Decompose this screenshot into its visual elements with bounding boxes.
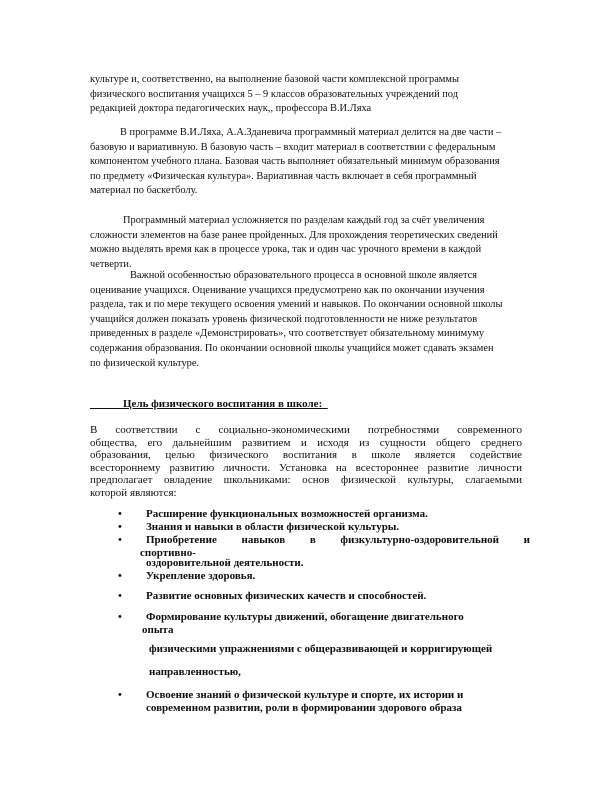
text-line: В соответствии с социально-экономическими потребностями современного: [90, 424, 522, 436]
bullet-icon: •: [118, 534, 122, 546]
text-line: базовую и вариативную. В базовую часть – входит материал в соответствии с федеральным: [90, 141, 496, 153]
text-line: образования, целью физического воспитания в школе является содействие: [90, 449, 522, 462]
bullet-icon: •: [118, 570, 122, 582]
list-item-text: спортивно-: [140, 547, 196, 559]
feature-paragraph: [90, 269, 526, 371]
goal-heading: Цель физического воспитания в школе:: [90, 398, 328, 410]
text-line: можно выделять время как в процессе урока, так и один час урочного времени в каждой: [90, 244, 482, 256]
list-item-text: современном развитии, роли в формировании здорового образа: [146, 702, 462, 714]
list-item-text: опыта: [142, 624, 174, 636]
list-item-continuation: физическими упражнениями с общеразвивающей и корригирующей: [149, 643, 493, 655]
text-line: всестороннему развитию личности. Установка на всестороннее развитие личности: [90, 461, 522, 474]
bullet-icon: •: [118, 689, 122, 701]
list-item-text: Освоение знаний о физической культуре и спорте, их истории и: [146, 689, 464, 701]
text-line: общества, его дальнейшим развитием и исходя из сущности общего среднего: [90, 436, 522, 449]
text-line: оценивание учащихся. Оценивание учащихся предусмотрено как по окончании изучения: [90, 284, 485, 296]
list-item-continuation: оздоровительной деятельности.: [146, 557, 304, 569]
text-line: сложности элементов на базе ранее пройденных. Для прохождения теоретических сведений: [90, 229, 498, 241]
program-paragraph: [90, 126, 526, 199]
text-line: предполагает овладение школьниками: основ физической культуры, слагаемыми: [90, 474, 522, 487]
bullet-icon: •: [118, 590, 122, 602]
list-item-text: Расширение функциональных возможностей организма.: [146, 508, 428, 520]
text-line: учащийся должен показать уровень физической подготовленности не ниже результатов: [90, 313, 478, 325]
list-item-text: Укрепление здоровья.: [146, 570, 256, 582]
text-line: компонентом учебного плана. Базовая часть выполняет обязательный минимум образования: [90, 156, 500, 168]
list-item-continuation: направленностью,: [149, 666, 241, 678]
text-line: материал по баскетболу.: [90, 185, 198, 197]
text-line: приведенных в разделе «Демонстрировать», что соответствует обязательному минимуму: [90, 328, 485, 340]
text-line: по предмету «Физическая культура». Вариативная часть включает в себя программный: [90, 170, 477, 182]
text-line: содержания образования. По окончании основной школы учащийся может сдавать экзамен: [90, 342, 494, 354]
list-item-text: Развитие основных физических качеств и способностей.: [146, 590, 427, 602]
text-line: Важной особенностью образовательного процесса в основной школе является: [130, 270, 478, 281]
text-line: Программный материал усложняется по разделам каждый год за счёт увеличения: [123, 215, 485, 226]
text-line: которой являются:: [90, 486, 177, 499]
intro-paragraph: [90, 73, 526, 117]
text-line: В программе В.И.Ляха, А.А.Зданевича программный материал делится на две части –: [120, 127, 502, 138]
text-line: редакцией доктора педагогических наук,, профессора В.И.Ляха: [90, 103, 372, 115]
bullet-icon: •: [118, 521, 122, 533]
list-item-text: Приобретение навыков в физкультурно-оздоровительной и: [146, 534, 530, 546]
text-line: четверти.: [90, 258, 132, 270]
bullet-icon: •: [118, 508, 122, 520]
goal-paragraph: [90, 424, 522, 500]
text-line: культуре и, соответственно, на выполнение базовой части комплексной программы: [90, 74, 459, 85]
list-item-text: Формирование культуры движений, обогащение двигательного: [146, 611, 464, 623]
text-line: по физической культуре.: [90, 357, 200, 369]
list-item-text: Знания и навыки в области физической культуры.: [146, 521, 400, 533]
text-line: раздела, так и по мере текущего освоения умений и навыков. По окончании основной школы: [90, 299, 503, 311]
text-line: физического воспитания учащихся 5 – 9 классов образовательных учреждений под: [90, 88, 458, 100]
bullet-icon: •: [118, 611, 122, 623]
material-paragraph: [90, 214, 526, 272]
